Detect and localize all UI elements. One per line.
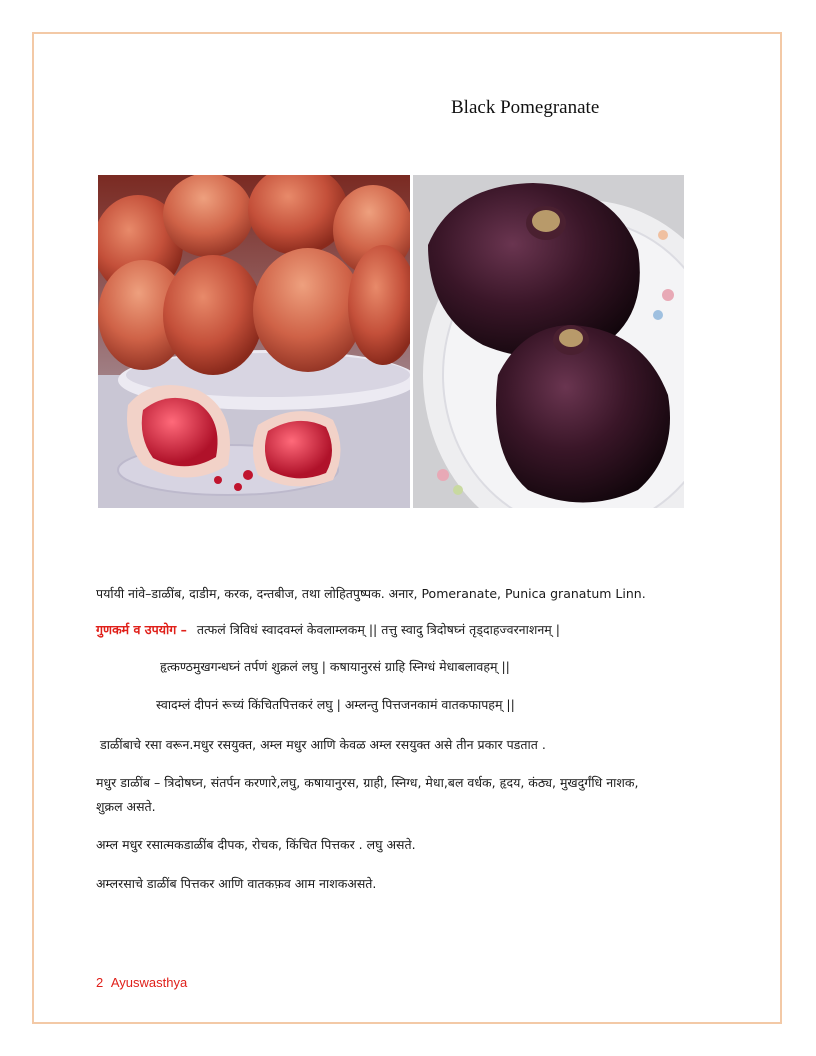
paragraph-sweet-line1: मधुर डाळींब – त्रिदोषघ्न, संतर्पन करणारे,लघु, कषायानुरस, ग्राही, स्निग्ध, मेधा,बल वर्धक, हृदय, कंठ्य, मुखदुर्गंधि नाशक, xyxy=(96,775,639,790)
page-footer xyxy=(96,975,187,990)
paragraph-types: डाळींबाचे रसा वरून.मधुर रसयुक्त, अम्ल मधुर आणि केवळ अम्ल रसयुक्त असे तीन प्रकार पडतात . xyxy=(100,737,546,752)
paragraph-sweet-line2: शुक्रल असते. xyxy=(96,799,156,814)
gunakarma-heading: गुणकर्म व उपयोग – xyxy=(96,622,187,637)
footer-page-number: 2 xyxy=(96,975,104,990)
footer-label: Ayuswasthya xyxy=(110,975,188,990)
verse-3: स्वादम्लं दीपनं रूच्यं किंचितपित्तकरं लघु | अम्लन्तु पित्तजनकामं वातकफापहम् || xyxy=(156,697,515,712)
verse-2: हृत्कण्ठमुखगन्धघ्नं तर्पणं शुक्रलं लघु | कषायानुरसं ग्राहि स्निग्धं मेधाबलावहम् || xyxy=(160,659,510,674)
paragraph-sour-sweet: अम्ल मधुर रसात्मकडाळींब दीपक, रोचक, किंचित पित्तकर . लघु असते. xyxy=(96,837,416,852)
verse-1: तत्फलं त्रिविधं स्वादवम्लं केवलाम्लकम् || तत्तु स्वादु त्रिदोषघ्नं तृड्दाहज्वरनाशनम् | xyxy=(196,622,560,637)
pomegranate-bowl-photo xyxy=(98,175,410,508)
synonyms-line: पर्यायी नांवे–डाळींब, दाडीम, करक, दन्तबीज, तथा लोहितपुष्पक. अनार, Pomeranate, Punica granatum Linn. xyxy=(96,586,646,601)
page-title: Black Pomegranate xyxy=(451,97,600,118)
paragraph-sour: अम्लरसाचे डाळींब पित्तकर आणि वातकफ़व आम नाशकअसते. xyxy=(96,876,377,891)
gunakarma-line xyxy=(96,622,560,638)
black-pomegranate-photo xyxy=(413,175,684,508)
